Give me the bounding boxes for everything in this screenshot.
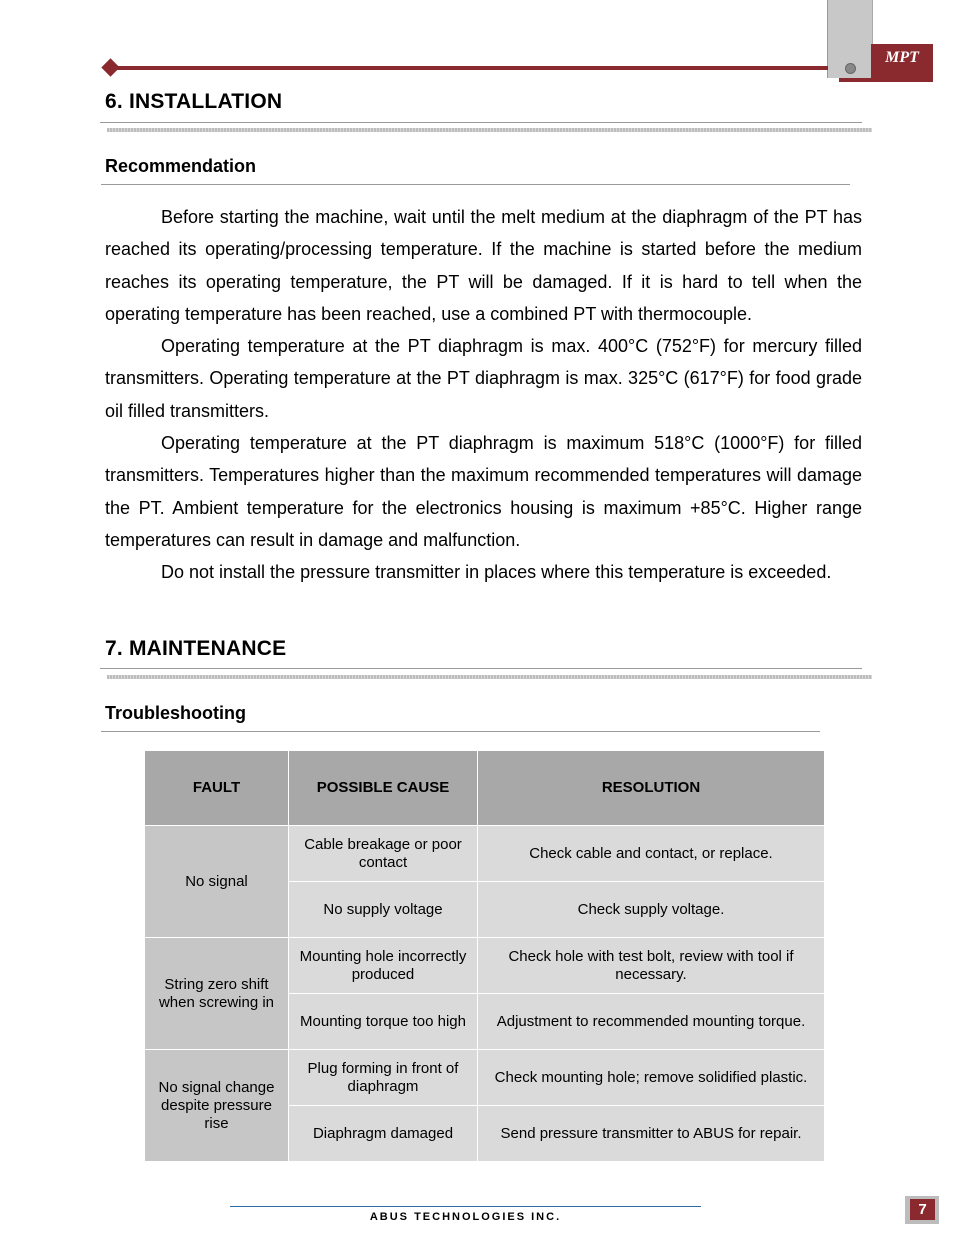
header-diamond-icon bbox=[101, 58, 119, 76]
paragraph: Do not install the pressure transmitter in places where this temperature is exceeded. bbox=[161, 562, 832, 583]
resolution-cell: Check supply voltage. bbox=[478, 882, 825, 938]
resolution-cell: Adjustment to recommended mounting torque. bbox=[478, 994, 825, 1050]
table-header-row bbox=[145, 751, 825, 826]
resolution-cell: Check hole with test bolt, review with tool if necessary. bbox=[478, 938, 825, 994]
section-7-title: 7. MAINTENANCE bbox=[105, 637, 287, 660]
cause-cell: Mounting hole incorrectly produced bbox=[289, 938, 478, 994]
table-row bbox=[145, 938, 825, 994]
brand-badge: MPT bbox=[871, 44, 933, 82]
brand-badge-bar bbox=[839, 78, 933, 82]
cause-cell: Cable breakage or poor contact bbox=[289, 826, 478, 882]
paragraph: Operating temperature at the PT diaphragm is maximum 518°C (1000°F) for filled transmitters. Temperatures higher than the maximum recommended temperatures will damage the PT. Ambient temperature for the electronics housing is maximum +85°C. Higher range temperatures can result in damage and malfunction. bbox=[105, 433, 862, 550]
table-row bbox=[145, 1050, 825, 1106]
resolution-cell: Check mounting hole; remove solidified plastic. bbox=[478, 1050, 825, 1106]
recommendation-heading: Recommendation bbox=[105, 156, 257, 176]
header-rule bbox=[112, 66, 828, 70]
troubleshooting-rule bbox=[101, 731, 820, 732]
table-row bbox=[145, 826, 825, 882]
section-6-title: 6. INSTALLATION bbox=[105, 90, 283, 113]
fault-cell: String zero shift when screwing in bbox=[145, 938, 289, 1050]
recommendation-rule bbox=[101, 184, 850, 185]
cause-cell: Diaphragm damaged bbox=[289, 1106, 478, 1162]
col-header-fault: FAULT bbox=[145, 751, 289, 826]
section-6-rule bbox=[100, 122, 862, 123]
troubleshooting-table bbox=[144, 750, 825, 1162]
section-6-rule-band bbox=[107, 128, 872, 132]
section-7-rule bbox=[100, 668, 862, 669]
col-header-resolution: RESOLUTION bbox=[478, 751, 825, 826]
col-header-cause: POSSIBLE CAUSE bbox=[289, 751, 478, 826]
cause-cell: Mounting torque too high bbox=[289, 994, 478, 1050]
installation-body bbox=[105, 201, 862, 589]
cause-cell: Plug forming in front of diaphragm bbox=[289, 1050, 478, 1106]
resolution-cell: Check cable and contact, or replace. bbox=[478, 826, 825, 882]
paragraph: Before starting the machine, wait until the melt medium at the diaphragm of the PT has reached its operating/processing temperature. If the machine is started before the medium reaches its operating temperature, the PT will be damaged. If it is hard to tell when the operating temperature has been reached, use a combined PT with thermocouple. bbox=[105, 207, 862, 324]
troubleshooting-heading: Troubleshooting bbox=[105, 703, 246, 723]
section-7-rule-band bbox=[107, 675, 872, 679]
fault-cell: No signal change despite pressure rise bbox=[145, 1050, 289, 1162]
footer-company: ABUS TECHNOLOGIES INC. bbox=[369, 1211, 562, 1223]
page-number: 7 bbox=[910, 1199, 935, 1220]
header-dot bbox=[845, 63, 856, 74]
paragraph: Operating temperature at the PT diaphragm is max. 400°C (752°F) for mercury filled transmitters. Operating temperature at the PT diaphragm is max. 325°C (617°F) for food grade oil filled transmitters. bbox=[105, 336, 862, 421]
fault-cell: No signal bbox=[145, 826, 289, 938]
footer-rule bbox=[230, 1206, 701, 1207]
resolution-cell: Send pressure transmitter to ABUS for repair. bbox=[478, 1106, 825, 1162]
cause-cell: No supply voltage bbox=[289, 882, 478, 938]
